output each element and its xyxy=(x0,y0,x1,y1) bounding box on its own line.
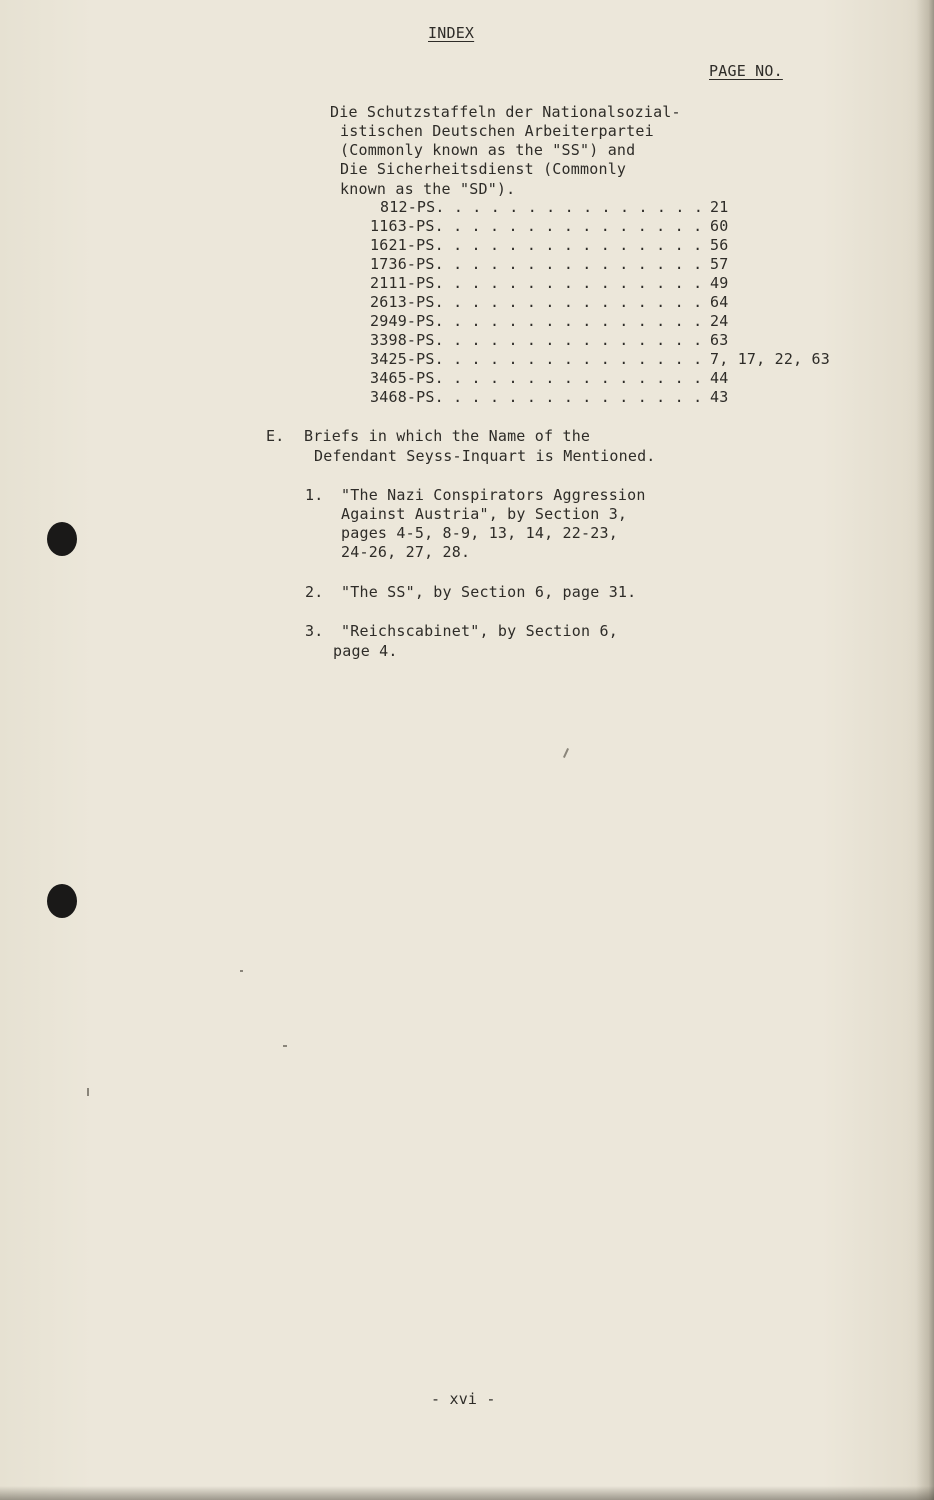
section-marker: E. xyxy=(266,427,285,445)
item-number: 1. xyxy=(305,486,324,504)
index-entry-doc: 1621-PS. . . . . . . . . . . . . . . xyxy=(370,236,703,254)
page-no-label: PAGE NO. xyxy=(709,62,783,80)
section-heading-line: known as the "SD"). xyxy=(340,180,516,198)
index-entry-pages: 56 xyxy=(710,236,729,254)
page-bottom-shadow xyxy=(0,1486,934,1500)
item-text-line: 24-26, 27, 28. xyxy=(341,543,471,561)
section-heading-line: Die Schutzstaffeln der Nationalsozial- xyxy=(330,103,681,121)
index-entry-pages: 49 xyxy=(710,274,729,292)
paper-speck xyxy=(240,970,243,972)
index-entry-pages: 43 xyxy=(710,388,729,406)
index-entry-pages: 57 xyxy=(710,255,729,273)
index-entry-doc: 2949-PS. . . . . . . . . . . . . . . xyxy=(370,312,703,330)
page-edge-shadow xyxy=(916,0,934,1500)
index-entry-doc: 2613-PS. . . . . . . . . . . . . . . xyxy=(370,293,703,311)
item-text-line: page 4. xyxy=(333,642,398,660)
index-entry-pages: 64 xyxy=(710,293,729,311)
index-entry-doc: 3398-PS. . . . . . . . . . . . . . . xyxy=(370,331,703,349)
index-entry-doc: 812-PS. . . . . . . . . . . . . . . xyxy=(380,198,704,216)
index-entry-pages: 44 xyxy=(710,369,729,387)
index-entry-pages: 63 xyxy=(710,331,729,349)
index-entry-doc: 1736-PS. . . . . . . . . . . . . . . xyxy=(370,255,703,273)
index-entry-doc: 1163-PS. . . . . . . . . . . . . . . xyxy=(370,217,703,235)
punch-hole-top xyxy=(47,522,77,556)
item-number: 3. xyxy=(305,622,324,640)
section-heading-line: istischen Deutschen Arbeiterpartei xyxy=(340,122,654,140)
index-entry-pages: 60 xyxy=(710,217,729,235)
item-text-line: pages 4-5, 8-9, 13, 14, 22-23, xyxy=(341,524,618,542)
index-entry-doc: 2111-PS. . . . . . . . . . . . . . . xyxy=(370,274,703,292)
paper-speck xyxy=(87,1088,89,1096)
section-heading-line: Defendant Seyss-Inquart is Mentioned. xyxy=(314,447,656,465)
punch-hole-bottom xyxy=(47,884,77,918)
item-number: 2. xyxy=(305,583,324,601)
index-entry-doc: 3425-PS. . . . . . . . . . . . . . . xyxy=(370,350,703,368)
item-text-line: "The Nazi Conspirators Aggression xyxy=(341,486,646,504)
section-heading-line: Briefs in which the Name of the xyxy=(304,427,591,445)
item-text-line: "The SS", by Section 6, page 31. xyxy=(341,583,637,601)
index-entry-pages: 24 xyxy=(710,312,729,330)
index-entry-doc: 3468-PS. . . . . . . . . . . . . . . xyxy=(370,388,703,406)
paper-speck xyxy=(563,748,569,758)
index-entry-pages: 21 xyxy=(710,198,729,216)
section-heading-line: Die Sicherheitsdienst (Commonly xyxy=(340,160,627,178)
section-heading-line: (Commonly known as the "SS") and xyxy=(340,141,636,159)
index-title: INDEX xyxy=(428,24,475,42)
item-text-line: "Reichscabinet", by Section 6, xyxy=(341,622,618,640)
paper-speck xyxy=(283,1045,287,1047)
index-entry-pages: 7, 17, 22, 63 xyxy=(710,350,830,368)
index-entry-doc: 3465-PS. . . . . . . . . . . . . . . xyxy=(370,369,703,387)
page-number: - xvi - xyxy=(431,1390,496,1408)
item-text-line: Against Austria", by Section 3, xyxy=(341,505,628,523)
